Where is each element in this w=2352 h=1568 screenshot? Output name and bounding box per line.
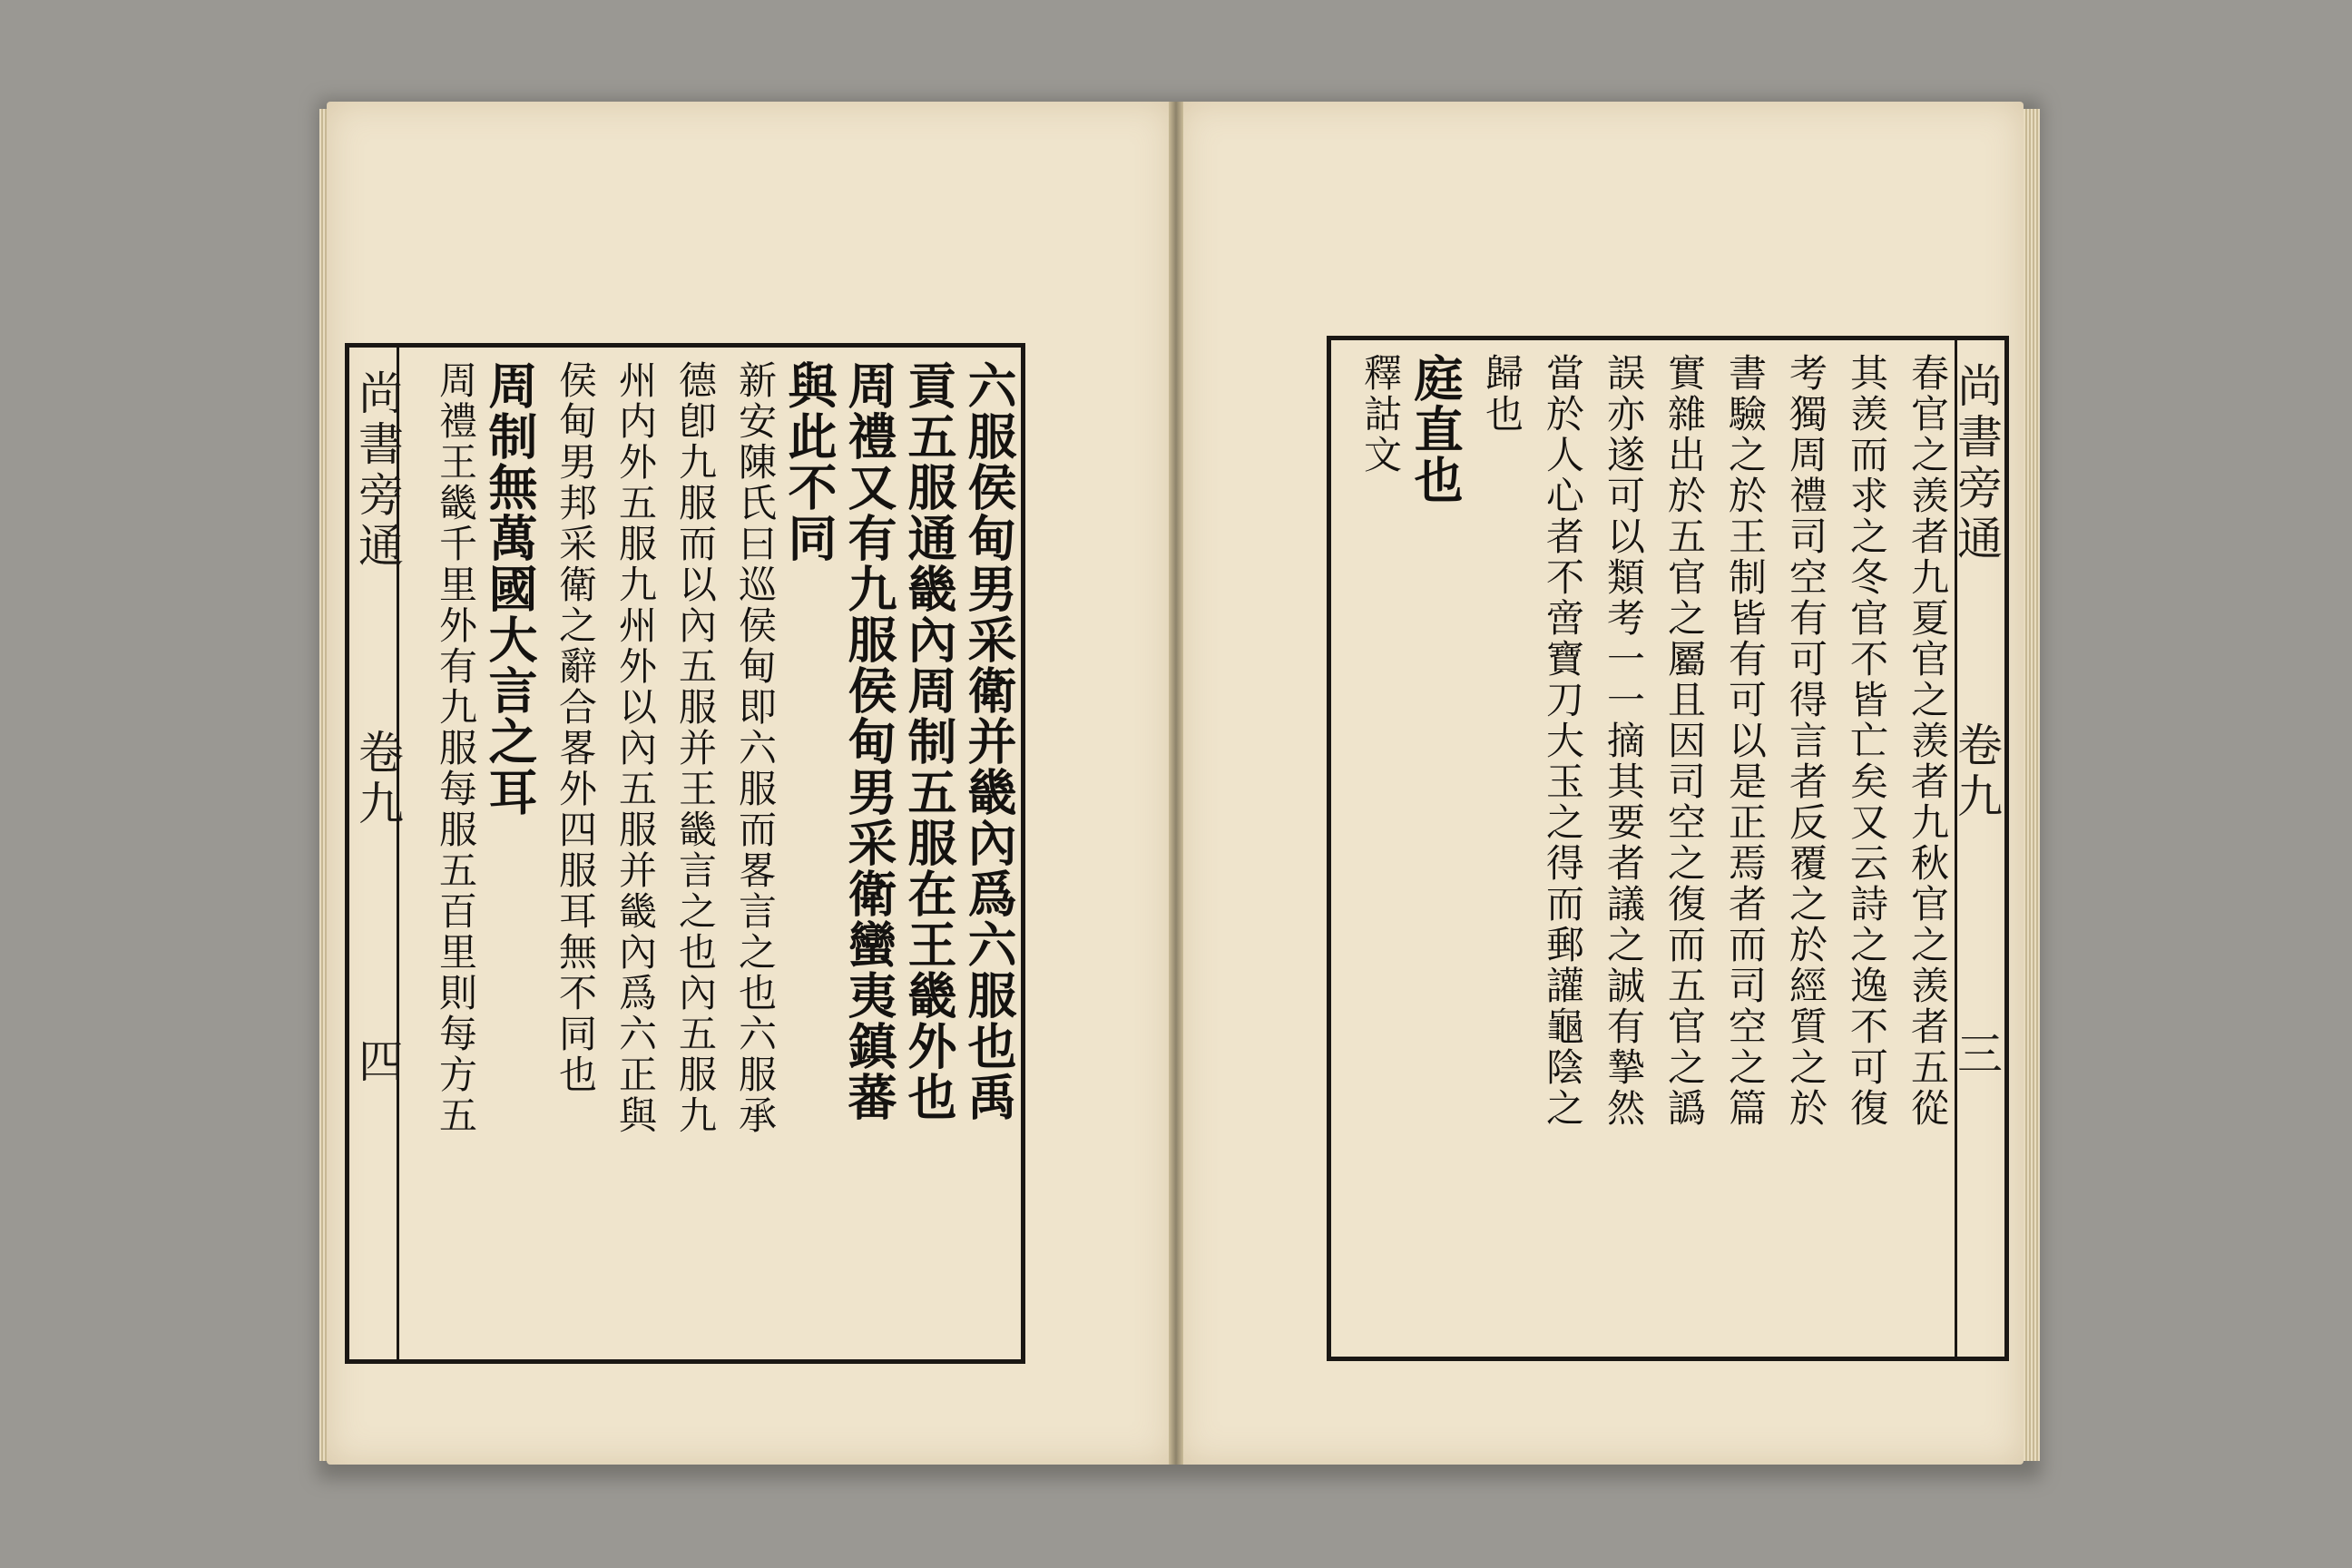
left-page-text-column: 侯甸男邦采衛之辭合畧外四服耳無不同也 — [554, 360, 598, 1095]
right-page-text-column: 歸也 — [1480, 353, 1524, 435]
left-page-text-column: 六服侯甸男采衛并畿內爲六服也禹 — [960, 360, 1018, 1122]
right-margin-folio: 三 — [1950, 1030, 2003, 1081]
right-margin-volume: 卷九 — [1950, 721, 2003, 823]
right-page-text-column: 釋詁文 — [1358, 353, 1403, 475]
left-margin-folio: 四 — [351, 1037, 404, 1088]
left-page-text-column: 貢五服通畿內周制五服在王畿外也 — [900, 360, 958, 1122]
right-page-text-column: 實雜出於五官之屬且因司空之復而五官之譌 — [1662, 353, 1707, 1129]
right-page-text-column: 庭直也 — [1406, 353, 1465, 505]
left-text-frame — [345, 343, 1025, 1364]
show-through-text — [1261, 401, 1310, 1308]
right-page-text-column: 春官之羡者九夏官之羡者九秋官之羡者五從 — [1906, 353, 1950, 1129]
left-page-text-column: 德卽九服而以內五服并王畿言之也內五服九 — [673, 360, 718, 1136]
left-page-text-column: 州内外五服九州外以內五服并畿內爲六正與 — [613, 360, 658, 1136]
right-page-text-column: 誤亦遂可以類考一一摘其要者議之誠有摯然 — [1602, 353, 1646, 1129]
right-margin-title: 尚書旁通 — [1950, 362, 2003, 565]
left-page-text-column: 周制無萬國大言之耳 — [481, 360, 539, 818]
left-page-text-column: 與此不同 — [780, 360, 838, 564]
right-page-text-column: 考獨周禮司空有可得言者反覆之於經質之於 — [1784, 353, 1828, 1129]
book-gutter — [1169, 102, 1183, 1465]
right-page-text-column: 當於人心者不啻寶刀大玉之得而郵讙龜陰之 — [1541, 353, 1585, 1129]
right-page-text-column: 其羡而求之冬官不皆亡矣又云詩之逸不可復 — [1845, 353, 1889, 1129]
left-page-text-column: 周禮王畿千里外有九服每服五百里則每方五 — [434, 360, 478, 1136]
left-page-text-column: 周禮又有九服侯甸男采衛蠻夷鎮蕃 — [840, 360, 898, 1122]
right-text-frame — [1327, 336, 2009, 1361]
left-margin-title: 尚書旁通 — [351, 369, 404, 573]
right-page-text-column: 書驗之於王制皆有可以是正焉者而司空之篇 — [1723, 353, 1768, 1129]
left-margin-volume: 卷九 — [351, 729, 404, 830]
left-page-text-column: 新安陳氏曰巡侯甸即六服而畧言之也六服承 — [733, 360, 778, 1136]
